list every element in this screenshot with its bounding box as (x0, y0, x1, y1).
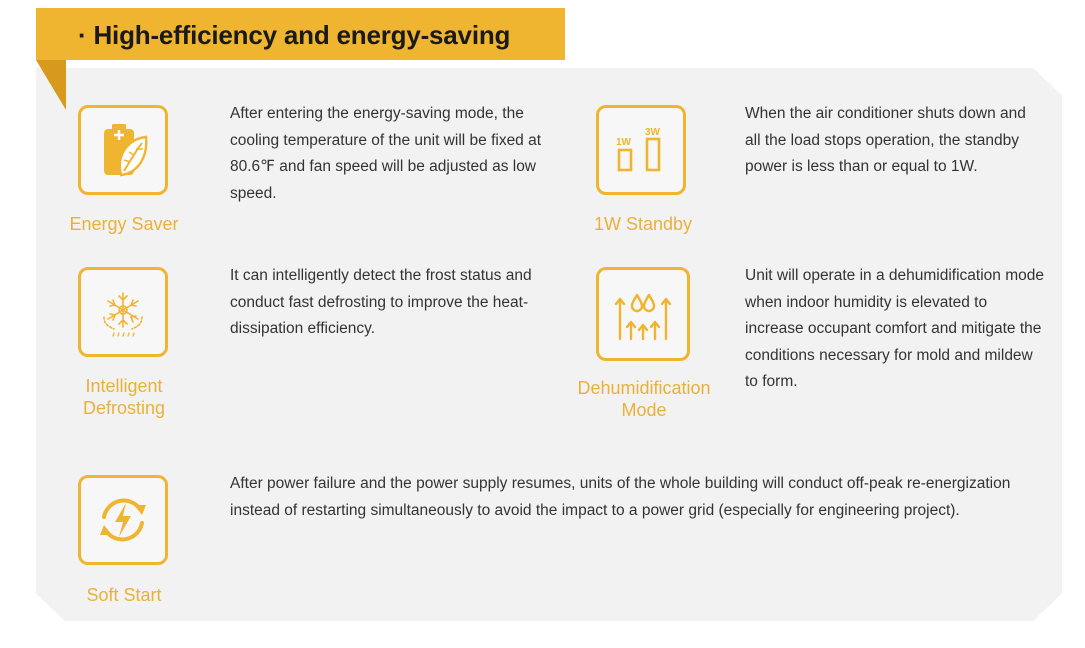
soft-start-icon-box (78, 475, 168, 565)
energy-saver-icon-box (78, 105, 168, 195)
standby-description: When the air conditioner shuts down and all the load stops operation, the standby power is less than or equal to 1W. (745, 105, 1026, 175)
soft-start-label: Soft Start (86, 585, 162, 605)
dehumidification-icon (608, 279, 678, 349)
header-fold (36, 60, 66, 110)
header-banner (36, 8, 565, 60)
standby-label: 1W Standby (593, 214, 693, 234)
defrost-description: It can intelligently detect the frost status and conduct fast defrosting to improve the heat-dissipation efficiency. (230, 267, 532, 337)
defrost-label: Intelligent Defrosting (82, 376, 166, 418)
page-title: · High-efficiency and energy-saving (78, 20, 511, 50)
dehumidification-label: Dehumidification Mode (577, 378, 711, 420)
energy-saver-label: Energy Saver (69, 214, 179, 234)
standby-power-icon (606, 115, 676, 185)
energy-saver-description: After entering the energy-saving mode, the cooling temperature of the unit will be fixed at 80.6℉ and fan speed will be adjusted as low speed. (230, 105, 542, 202)
standby-icon-box (596, 105, 686, 195)
svg-text:1W: 1W (616, 137, 631, 148)
soft-start-icon (88, 485, 158, 555)
soft-start-description: After power failure and the power supply resumes, units of the whole building will conduct off-peak re-energization instead of restarting simultaneously to avoid the impact to a power grid (especially for engineering project). (230, 475, 1011, 519)
snowflake-defrost-icon (88, 277, 158, 347)
dehumidification-icon-box (596, 267, 690, 361)
svg-text:3W: 3W (645, 127, 660, 138)
dehumidification-description: Unit will operate in a dehumidification mode when indoor humidity is elevated to increase occupant comfort and mitigate the conditions necessary for mold and mildew to form. (745, 267, 1044, 390)
defrost-icon-box (78, 267, 168, 357)
battery-leaf-icon (88, 115, 158, 185)
